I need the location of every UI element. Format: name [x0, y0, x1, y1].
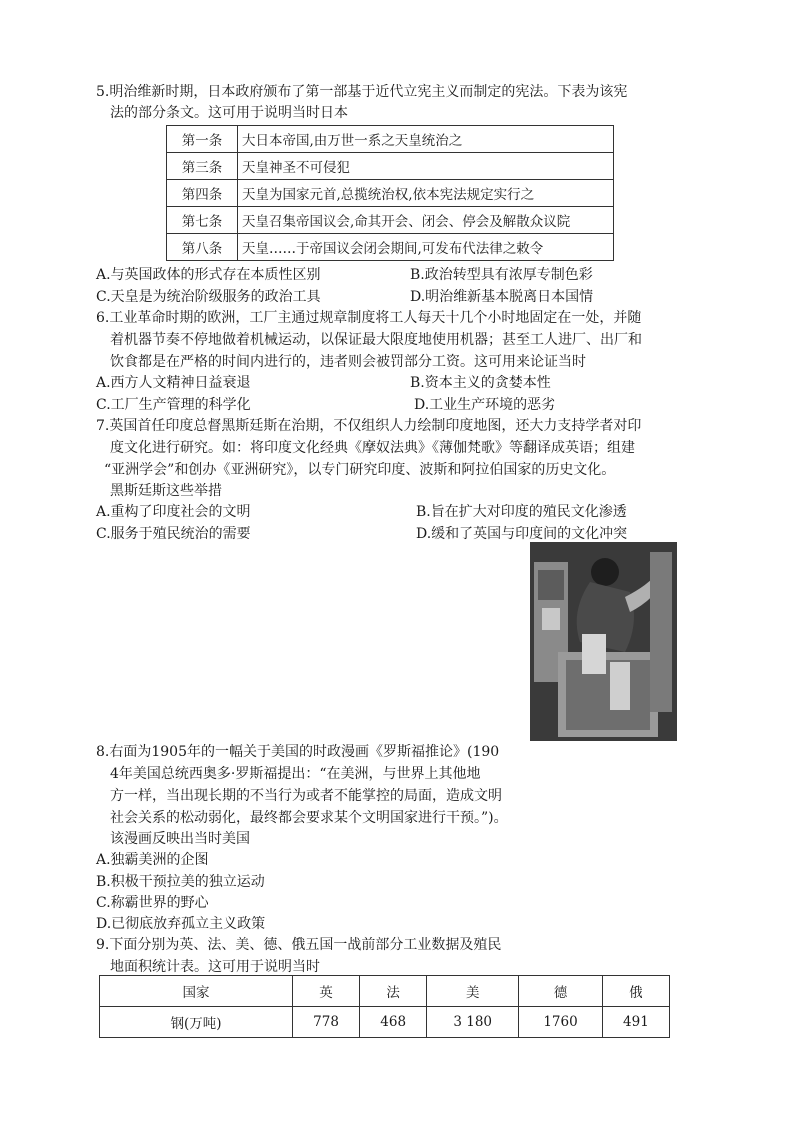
- article-cell: 第一条: [167, 126, 238, 153]
- table-header-row: [100, 976, 670, 1007]
- table-row: [100, 1007, 670, 1038]
- q7-stem-line3: “亚洲学会”和创办《亚洲研究》，以专门研究印度、波斯和阿拉伯国家的历史文化。: [104, 462, 616, 478]
- data-cell: 778: [293, 1007, 360, 1038]
- table-row: [167, 153, 614, 180]
- header-cell: 法: [360, 976, 427, 1007]
- q5-option-b[interactable]: B.政治转型具有浓厚专制色彩: [410, 267, 593, 283]
- header-cell: 美: [427, 976, 519, 1007]
- q8-option-a[interactable]: A.独霸美洲的企图: [96, 852, 209, 868]
- q7-option-b[interactable]: B.旨在扩大对印度的殖民文化渗透: [416, 504, 627, 520]
- article-cell: 第三条: [167, 153, 238, 180]
- q7-stem-line4: 黑斯廷斯这些举措: [110, 483, 222, 499]
- article-text-cell: 天皇……于帝国议会闭会期间,可发布代法律之敕令: [238, 234, 614, 261]
- article-text-cell: 天皇神圣不可侵犯: [238, 153, 614, 180]
- article-text-cell: 天皇召集帝国议会,命其开会、闭会、停会及解散众议院: [238, 207, 614, 234]
- q7-option-d[interactable]: D.缓和了英国与印度间的文化冲突: [416, 526, 628, 542]
- q5-stem-line2: 法的部分条文。这可用于说明当时日本: [110, 105, 348, 121]
- data-cell: 468: [360, 1007, 427, 1038]
- article-cell: 第四条: [167, 180, 238, 207]
- header-cell: 德: [519, 976, 603, 1007]
- q6-option-c[interactable]: C.工厂生产管理的科学化: [96, 397, 251, 413]
- constitution-table: [166, 125, 614, 261]
- q8-option-d[interactable]: D.已彻底放弃孤立主义政策: [96, 916, 266, 932]
- q9-stem-line1: 9.下面分别为英、法、美、德、俄五国一战前部分工业数据及殖民: [96, 937, 502, 953]
- row-label-cell: 钢(万吨): [100, 1007, 293, 1038]
- data-cell: 3 180: [427, 1007, 519, 1038]
- roosevelt-corollary-cartoon: [530, 542, 677, 741]
- q8-stem-line5: 该漫画反映出当时美国: [110, 831, 250, 847]
- q8-stem-line1: 8.右面为1905年的一幅关于美国的时政漫画《罗斯福推论》(190: [96, 744, 500, 760]
- q8-option-b[interactable]: B.积极干预拉美的独立运动: [96, 874, 265, 890]
- header-cell: 国家: [100, 976, 293, 1007]
- q8-option-c[interactable]: C.称霸世界的野心: [96, 895, 209, 911]
- q5-option-c[interactable]: C.天皇是为统治阶级服务的政治工具: [96, 289, 321, 305]
- q6-option-b[interactable]: B.资本主义的贪婪本性: [410, 375, 551, 391]
- q8-stem-line3: 方一样，当出现长期的不当行为或者不能掌控的局面，造成文明: [110, 788, 502, 804]
- table-row: [167, 180, 614, 207]
- article-text-cell: 天皇为国家元首,总揽统治权,依本宪法规定实行之: [238, 180, 614, 207]
- q7-stem-line2: 度文化进行研究。如：将印度文化经典《摩奴法典》《薄伽梵歌》等翻译成英语；组建: [110, 440, 635, 456]
- data-cell: 1760: [519, 1007, 603, 1038]
- q5-option-d[interactable]: D.明治维新基本脱离日本国情: [410, 289, 594, 305]
- article-cell: 第七条: [167, 207, 238, 234]
- q5-option-a[interactable]: A.与英国政体的形式存在本质性区别: [96, 267, 321, 283]
- q7-stem-line1: 7.英国首任印度总督黑斯廷斯在治期，不仅组织人力绘制印度地图，还大力支持学者对印: [96, 418, 642, 434]
- data-cell: 491: [602, 1007, 669, 1038]
- q5-stem-line1: 5.明治维新时期，日本政府颁布了第一部基于近代立宪主义而制定的宪法。下表为该宪: [96, 84, 628, 100]
- article-cell: 第八条: [167, 234, 238, 261]
- q7-option-a[interactable]: A.重构了印度社会的文明: [96, 504, 251, 520]
- cartoon-illustration: [530, 542, 677, 741]
- table-row: [167, 207, 614, 234]
- header-cell: 英: [293, 976, 360, 1007]
- industry-data-table: [99, 975, 670, 1038]
- article-text-cell: 大日本帝国,由万世一系之天皇统治之: [238, 126, 614, 153]
- q8-stem-line2: 4年美国总统西奥多·罗斯福提出：“在美洲，与世界上其他地: [110, 766, 481, 782]
- q8-stem-line4: 社会关系的松动弱化，最终都会要求某个文明国家进行干预。”)。: [110, 810, 508, 826]
- q6-stem-line1: 6.工业革命时期的欧洲，工厂主通过规章制度将工人每天十几个小时地固定在一处，并随: [96, 310, 642, 326]
- q6-option-d[interactable]: D.工业生产环境的恶劣: [414, 397, 556, 413]
- q9-stem-line2: 地面积统计表。这可用于说明当时: [110, 959, 320, 975]
- table-row: [167, 234, 614, 261]
- header-cell: 俄: [602, 976, 669, 1007]
- q6-stem-line3: 饮食都是在严格的时间内进行的，违者则会被罚部分工资。这可用来论证当时: [110, 354, 586, 370]
- table-row: [167, 126, 614, 153]
- q6-option-a[interactable]: A.西方人文精神日益衰退: [96, 375, 251, 391]
- q6-stem-line2: 着机器节奏不停地做着机械运动，以保证最大限度地使用机器；甚至工人进厂、出厂和: [110, 332, 642, 348]
- q7-option-c[interactable]: C.服务于殖民统治的需要: [96, 526, 251, 542]
